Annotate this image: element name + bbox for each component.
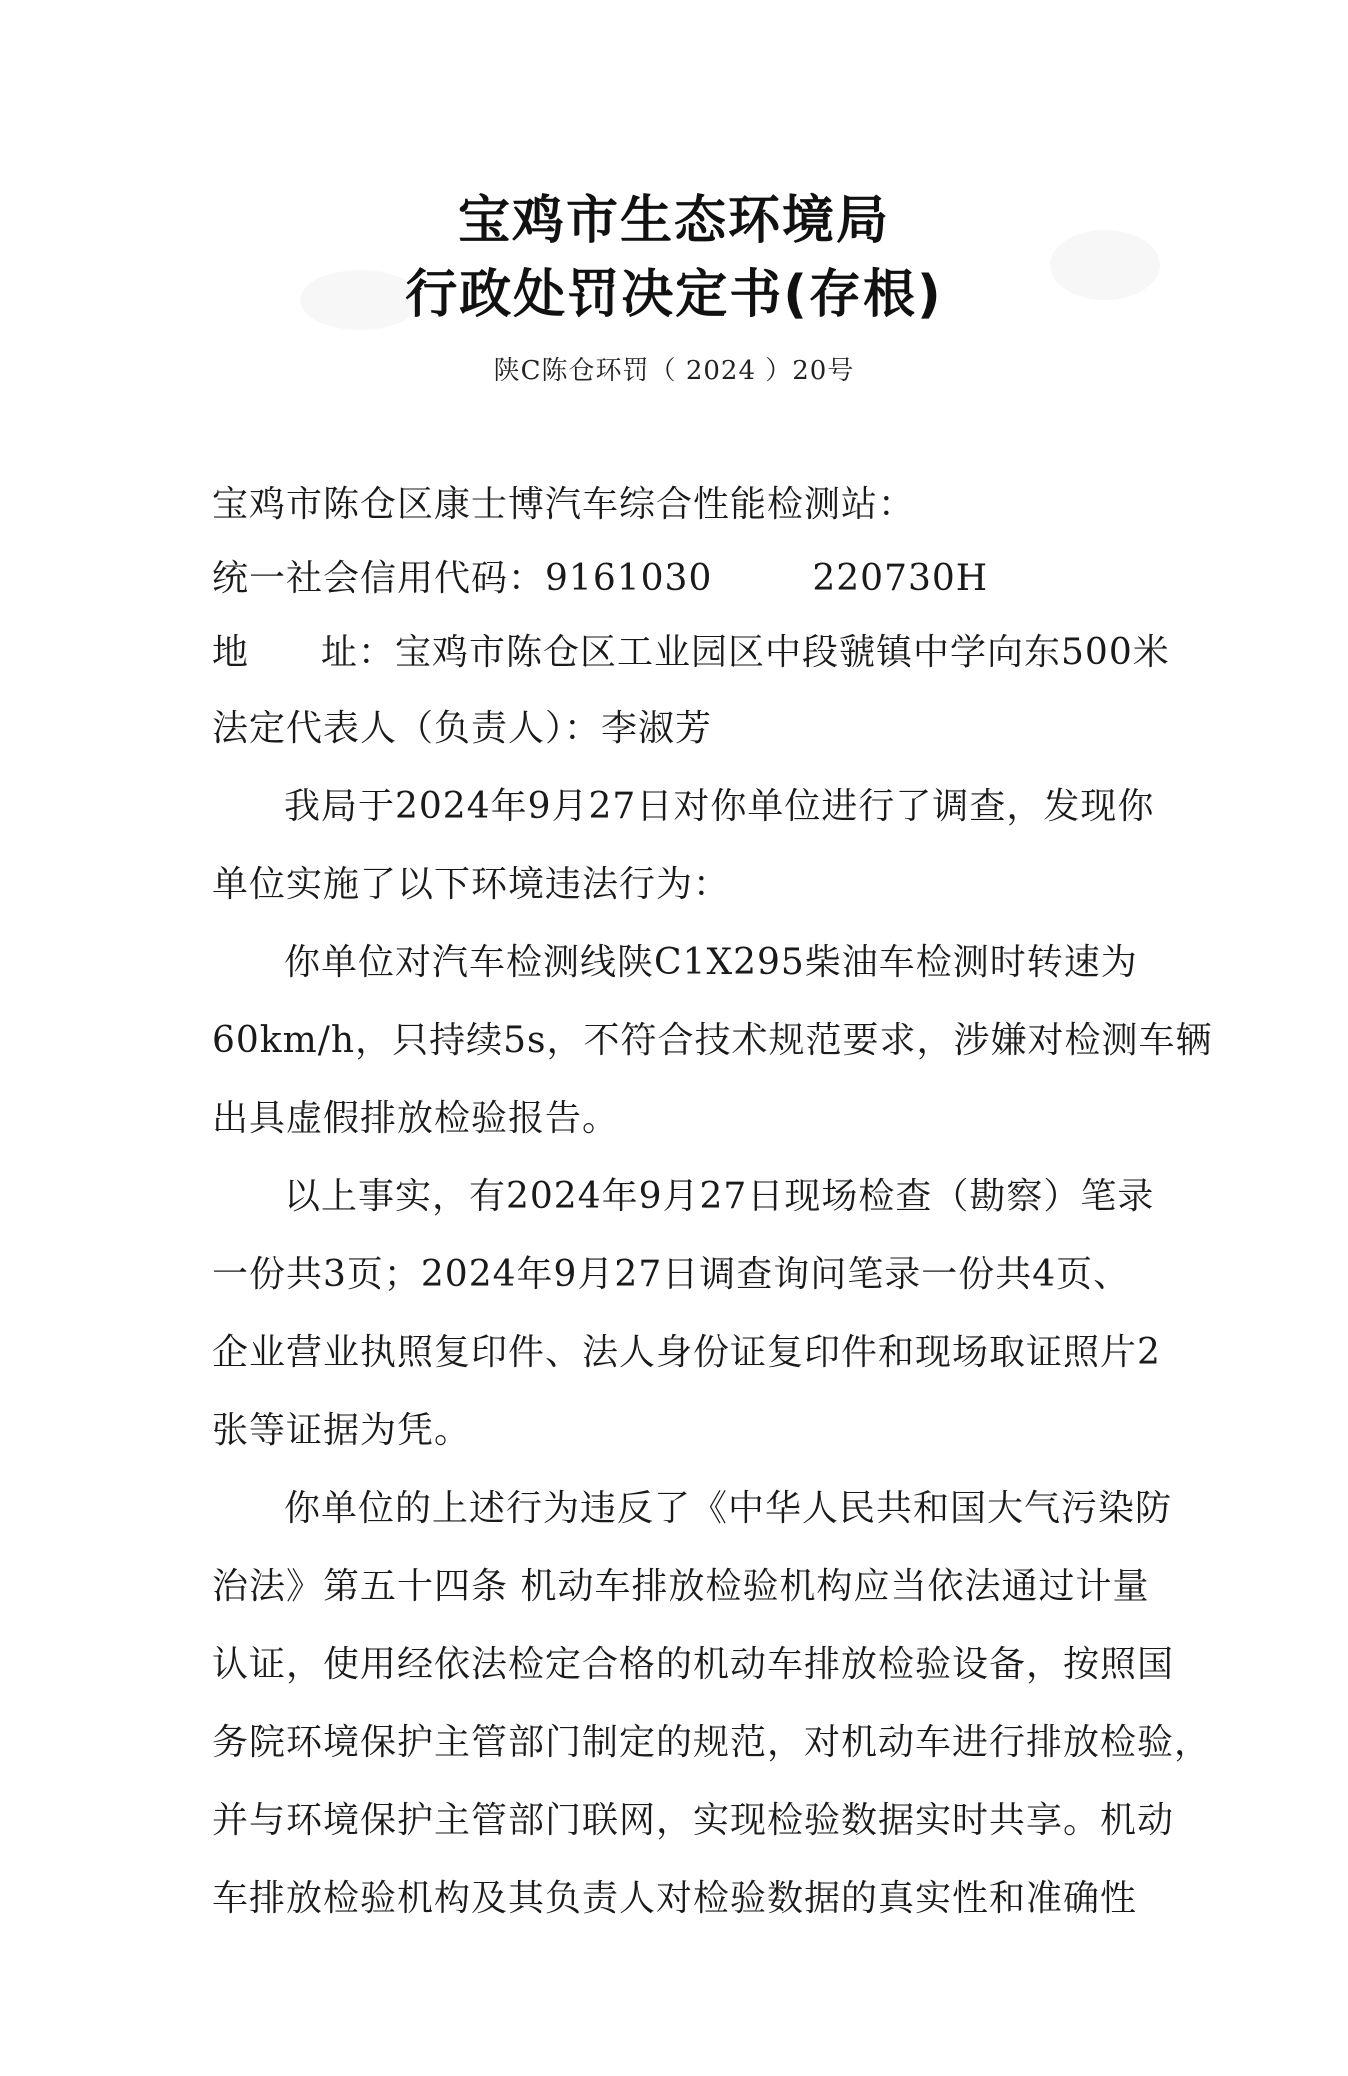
legal-representative: 法定代表人（负责人）：李淑芳 — [212, 708, 713, 749]
address-line — [212, 624, 1170, 675]
credit-code-prefix: 9161030 — [545, 558, 713, 599]
paragraph-line: 出具虚假排放检验报告。 — [212, 1098, 620, 1139]
paragraph-line: 认证，使用经依法检定合格的机动车排放检验设备，按照国 — [212, 1644, 1175, 1685]
paragraph-line: 张等证据为凭。 — [212, 1410, 472, 1451]
address-value: 宝鸡市陈仓区工业园区中段虢镇中学向东500米 — [395, 632, 1170, 673]
paragraph-line: 车排放检验机构及其负责人对检验数据的真实性和准确性 — [212, 1878, 1138, 1919]
recipient-name: 宝鸡市陈仓区康士博汽车综合性能检测站： — [212, 484, 916, 525]
paragraph-line: 企业营业执照复印件、法人身份证复印件和现场取证照片2 — [212, 1332, 1161, 1373]
paragraph-line: 以上事实，有2024年9月27日现场检查（勘察）笔录 — [284, 1176, 1155, 1217]
paragraph-line: 60km/h，只持续5s，不符合技术规范要求，涉嫌对检测车辆 — [212, 1020, 1213, 1061]
address-label-a: 地 — [212, 632, 250, 673]
paragraph-line: 你单位的上述行为违反了《中华人民共和国大气污染防 — [284, 1488, 1173, 1529]
paragraph-line: 并与环境保护主管部门联网，实现检验数据实时共享。机动 — [212, 1800, 1175, 1841]
document-title-line2: 行政处罚决定书(存根) — [405, 265, 943, 325]
paragraph-line: 治法》第五十四条 机动车排放检验机构应当依法通过计量 — [212, 1566, 1150, 1607]
document-number: 陕C陈仓环罚（ 2024 ）20号 — [493, 356, 855, 386]
paragraph-line: 单位实施了以下环境违法行为： — [212, 864, 731, 905]
paragraph-line: 务院环境保护主管部门制定的规范，对机动车进行排放检验， — [212, 1722, 1212, 1763]
paragraph-line: 我局于2024年9月27日对你单位进行了调查，发现你 — [284, 786, 1155, 827]
credit-code-line — [212, 550, 1162, 601]
address-label-b: 址： — [321, 632, 396, 673]
paragraph-line: 你单位对汽车检测线陕C1X295柴油车检测时转速为 — [284, 942, 1138, 983]
paragraph-line: 一份共3页；2024年9月27日调查询问笔录一份共4页、 — [212, 1254, 1131, 1295]
credit-code-label: 统一社会信用代码： — [212, 558, 546, 599]
document-title-line1: 宝鸡市生态环境局 — [457, 191, 890, 251]
credit-code-suffix: 220730H — [812, 558, 989, 599]
